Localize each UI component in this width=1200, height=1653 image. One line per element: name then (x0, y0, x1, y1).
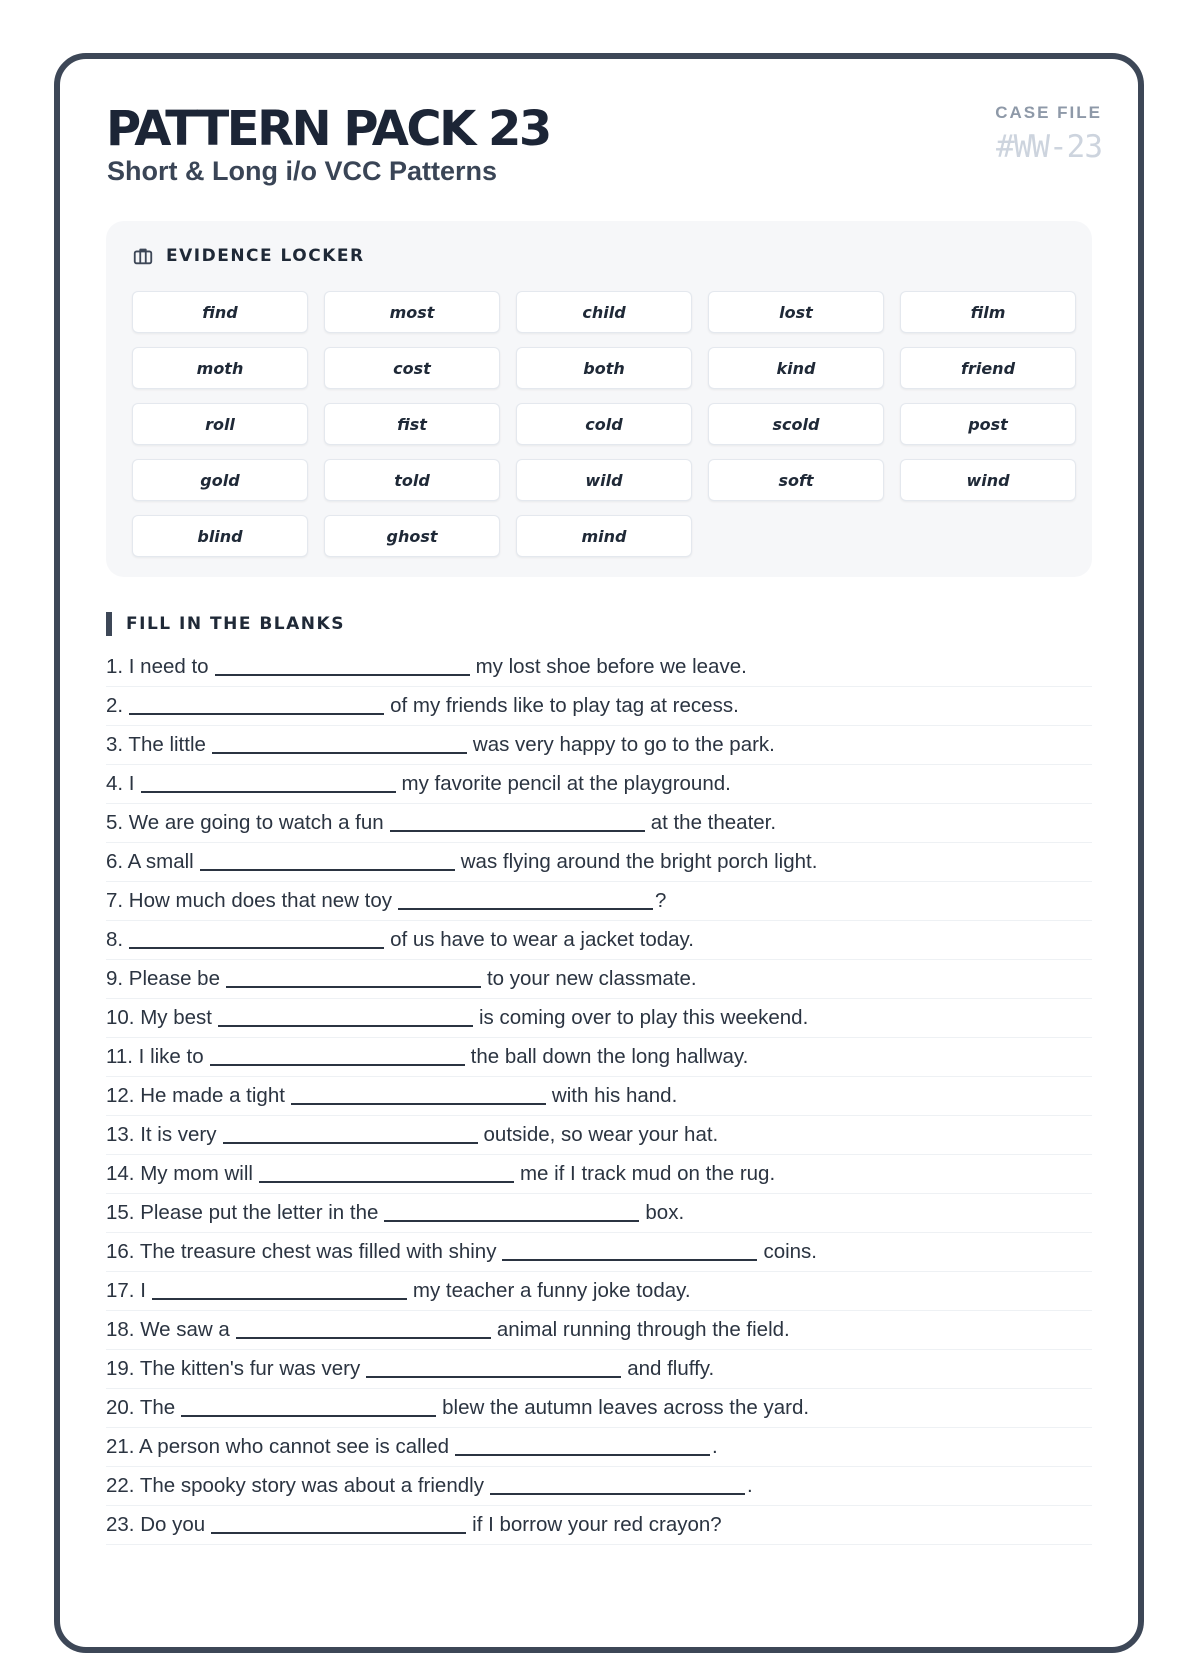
question-text-before: 14. My mom will (106, 1162, 253, 1185)
question-text-after: was very happy to go to the park. (472, 733, 775, 756)
question-row (106, 1272, 1092, 1311)
question-text-after: of us have to wear a jacket today. (390, 928, 694, 951)
answer-blank[interactable] (390, 830, 645, 832)
question-row (106, 1350, 1092, 1389)
answer-blank[interactable] (129, 713, 384, 715)
answer-blank[interactable] (398, 908, 653, 910)
question-text-after: my favorite pencil at the playground. (401, 772, 731, 795)
answer-blank[interactable] (236, 1337, 491, 1339)
word-chip: mind (516, 515, 692, 557)
question-row (106, 648, 1092, 687)
question-text-after: of my friends like to play tag at recess. (390, 694, 739, 717)
word-chip: scold (708, 403, 884, 445)
answer-blank[interactable] (129, 947, 384, 949)
question-text-before: 19. The kitten's fur was very (106, 1357, 361, 1380)
answer-blank[interactable] (211, 1532, 466, 1534)
case-file-id: #WW-23 (996, 129, 1102, 165)
word-chip: lost (708, 291, 884, 333)
answer-blank[interactable] (212, 752, 467, 754)
evidence-locker-header (132, 245, 365, 267)
question-text-after: was flying around the bright porch light. (460, 850, 818, 873)
question-text-after: is coming over to play this weekend. (478, 1006, 809, 1029)
word-chip: child (516, 291, 692, 333)
section-accent-bar (106, 612, 112, 636)
question-row (106, 1077, 1092, 1116)
word-bank-grid (132, 291, 1076, 557)
question-text-after: the ball down the long hallway. (470, 1045, 749, 1068)
question-text-after: to your new classmate. (486, 967, 697, 990)
answer-blank[interactable] (218, 1025, 473, 1027)
answer-blank[interactable] (226, 986, 481, 988)
question-text-after: if I borrow your red crayon? (472, 1513, 722, 1536)
question-text-before: 12. He made a tight (106, 1084, 285, 1107)
question-text-after: blew the autumn leaves across the yard. (442, 1396, 810, 1419)
question-text-after: me if I track mud on the rug. (519, 1162, 776, 1185)
case-file-label: CASE FILE (995, 103, 1102, 122)
question-row (106, 921, 1092, 960)
question-text-after: . (712, 1435, 718, 1458)
question-row (106, 1389, 1092, 1428)
question-text-before: 6. A small (106, 850, 194, 873)
answer-blank[interactable] (200, 869, 455, 871)
word-chip: roll (132, 403, 308, 445)
question-row (106, 1155, 1092, 1194)
answer-blank[interactable] (141, 791, 396, 793)
word-chip: both (516, 347, 692, 389)
word-chip: wind (900, 459, 1076, 501)
question-row (106, 1467, 1092, 1506)
question-text-before: 17. I (106, 1279, 146, 1302)
question-row (106, 999, 1092, 1038)
question-text-before: 20. The (106, 1396, 176, 1419)
question-row (106, 960, 1092, 999)
question-row (106, 843, 1092, 882)
answer-blank[interactable] (490, 1493, 745, 1495)
word-chip: cost (324, 347, 500, 389)
question-row (106, 726, 1092, 765)
answer-blank[interactable] (210, 1064, 465, 1066)
word-chip: ghost (324, 515, 500, 557)
word-chip: find (132, 291, 308, 333)
answer-blank[interactable] (181, 1415, 436, 1417)
word-chip: gold (132, 459, 308, 501)
question-row (106, 1311, 1092, 1350)
question-text-before: 3. The little (106, 733, 206, 756)
word-chip: cold (516, 403, 692, 445)
answer-blank[interactable] (223, 1142, 478, 1144)
question-row (106, 765, 1092, 804)
section-title: FILL IN THE BLANKS (126, 614, 345, 634)
word-chip: most (324, 291, 500, 333)
word-chip: told (324, 459, 500, 501)
question-text-before: 9. Please be (106, 967, 220, 990)
question-text-before: 21. A person who cannot see is called (106, 1435, 450, 1458)
word-chip: post (900, 403, 1076, 445)
question-row (106, 1506, 1092, 1545)
page-subtitle: Short & Long i/o VCC Patterns (107, 156, 498, 186)
fill-blanks-header (106, 612, 345, 636)
question-text-after: box. (645, 1201, 685, 1224)
question-row (106, 1428, 1092, 1467)
evidence-locker (106, 221, 1092, 577)
worksheet-card (54, 53, 1144, 1653)
question-text-after: animal running through the field. (496, 1318, 790, 1341)
question-text-before: 13. It is very (106, 1123, 217, 1146)
question-text-after: ? (655, 889, 667, 912)
page-title: PATTERN PACK 23 (106, 101, 550, 157)
question-text-after: coins. (763, 1240, 818, 1263)
question-text-before: 5. We are going to watch a fun (106, 811, 384, 834)
answer-blank[interactable] (384, 1220, 639, 1222)
briefcase-icon (132, 245, 154, 267)
answer-blank[interactable] (152, 1298, 407, 1300)
answer-blank[interactable] (366, 1376, 621, 1378)
word-chip: kind (708, 347, 884, 389)
question-row (106, 1233, 1092, 1272)
question-text-before: 7. How much does that new toy (106, 889, 393, 912)
question-text-before: 15. Please put the letter in the (106, 1201, 379, 1224)
word-chip: friend (900, 347, 1076, 389)
question-row (106, 687, 1092, 726)
answer-blank[interactable] (215, 674, 470, 676)
question-row (106, 882, 1092, 921)
answer-blank[interactable] (502, 1259, 757, 1261)
question-text-before: 10. My best (106, 1006, 212, 1029)
question-text-before: 8. (106, 928, 124, 951)
answer-blank[interactable] (259, 1181, 514, 1183)
word-chip: blind (132, 515, 308, 557)
question-text-before: 1. I need to (106, 655, 209, 678)
question-text-after: with his hand. (551, 1084, 678, 1107)
question-text-before: 4. I (106, 772, 135, 795)
question-text-after: and fluffy. (627, 1357, 715, 1380)
question-row (106, 1038, 1092, 1077)
question-text-after: . (746, 1474, 753, 1497)
question-text-before: 22. The spooky story was about a friendly (106, 1474, 484, 1497)
question-row (106, 1116, 1092, 1155)
answer-blank[interactable] (455, 1454, 710, 1456)
question-text-before: 11. I like to (106, 1045, 204, 1068)
question-text-before: 2. (106, 694, 124, 717)
question-text-after: outside, so wear your hat. (483, 1123, 719, 1146)
word-chip: wild (516, 459, 692, 501)
question-text-after: my lost shoe before we leave. (475, 655, 747, 678)
word-chip: moth (132, 347, 308, 389)
question-text-after: at the theater. (650, 811, 777, 834)
question-text-before: 16. The treasure chest was filled with shiny (106, 1240, 497, 1263)
word-chip: film (900, 291, 1076, 333)
answer-blank[interactable] (291, 1103, 546, 1105)
word-chip: soft (708, 459, 884, 501)
question-text-before: 18. We saw a (106, 1318, 230, 1341)
question-row (106, 804, 1092, 843)
question-text-before: 23. Do you (106, 1513, 206, 1536)
question-list (106, 648, 1092, 1545)
question-text-after: my teacher a funny joke today. (412, 1279, 691, 1302)
question-row (106, 1194, 1092, 1233)
evidence-locker-title: EVIDENCE LOCKER (166, 246, 365, 266)
word-chip: fist (324, 403, 500, 445)
